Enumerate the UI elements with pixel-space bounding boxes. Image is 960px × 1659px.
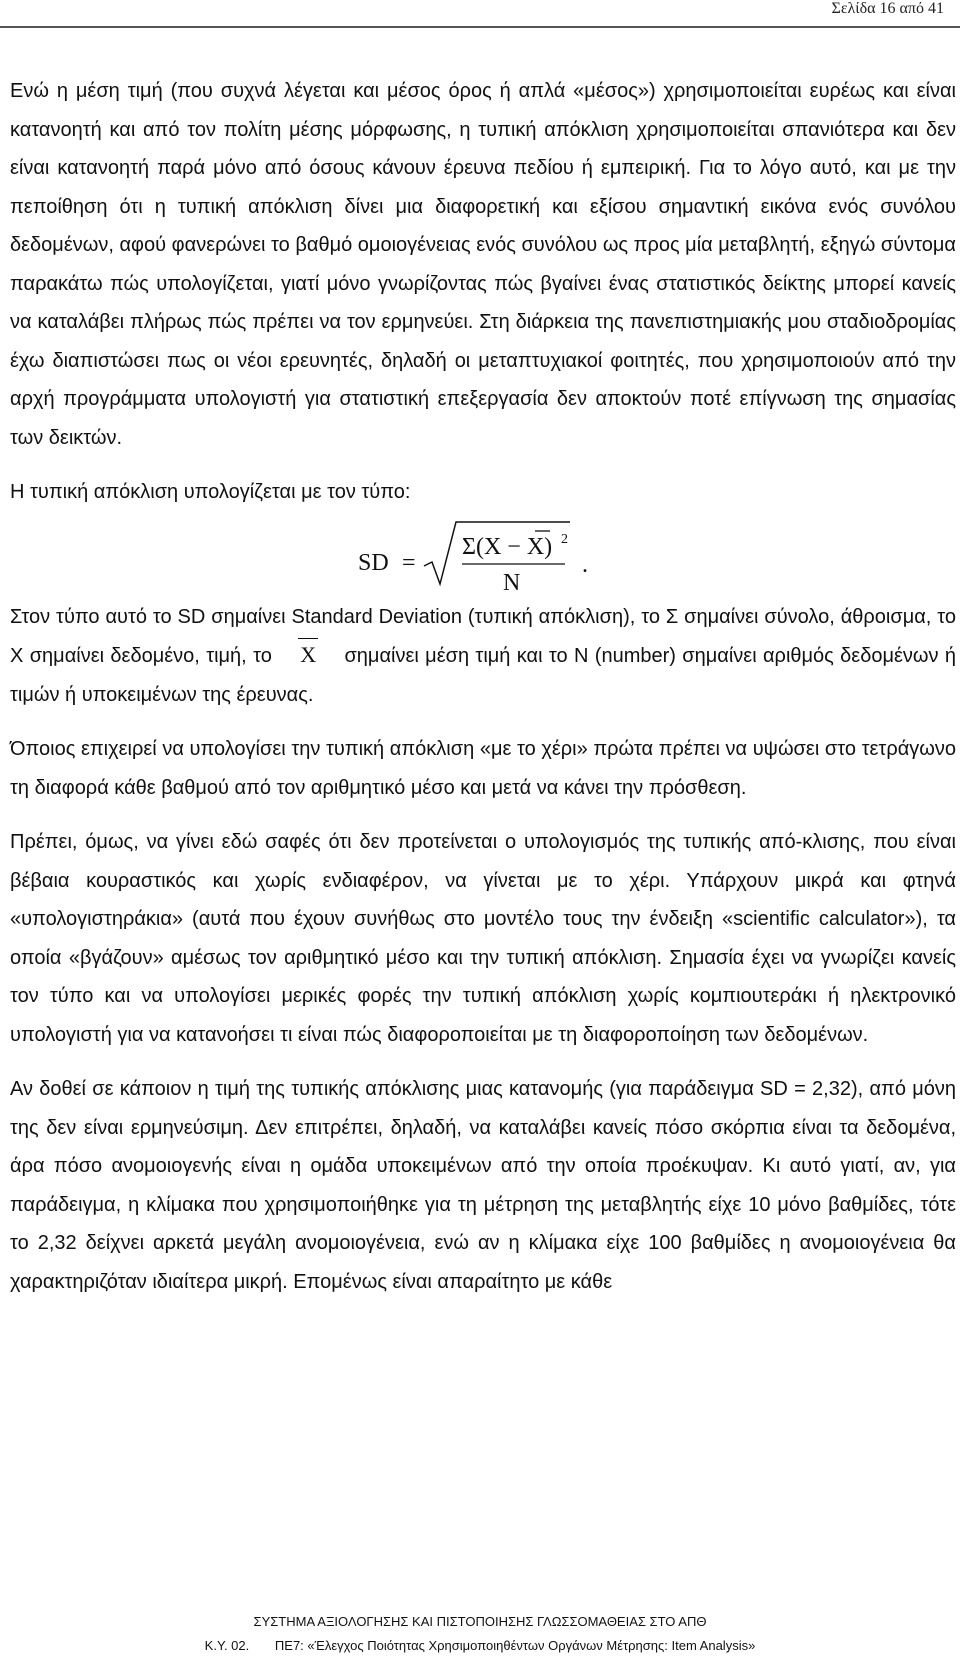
footer-course: [0, 1638, 960, 1653]
footer-institution: ΣΥΣΤΗΜΑ ΑΞΙΟΛΟΓΗΣΗΣ ΚΑΙ ΠΙΣΤΟΠΟΙΗΣΗΣ ΓΛΩΣΣΟΜΑΘΕΙΑΣ ΣΤΟ ΑΠΘ: [253, 1614, 707, 1629]
document-body: [10, 72, 956, 1301]
paragraph-formula-explanation: [10, 598, 956, 715]
mean-symbol: X: [296, 636, 320, 675]
formula-equals: =: [402, 549, 416, 576]
formula-lhs: SD: [358, 549, 389, 576]
footer-title: ΠΕ7: «Έλεγχος Ποιότητας Χρησιμοποιηθέντων Οργάνων Μέτρησης: Item Analysis»: [274, 1638, 756, 1653]
footer-code: Κ.Υ. 02.: [204, 1638, 250, 1653]
paragraph-manual-calculation: Όποιος επιχειρεί να υπολογίσει την τυπική απόκλιση «με το χέρι» πρώτα πρέπει να υψώσει στο τετράγωνο τη διαφορά κάθε βαθμού από τον αριθμητικό μέσο και μετά να κάνει την πρόσθεση.: [10, 738, 956, 799]
paragraph-calculator: Πρέπει, όμως, να γίνει εδώ σαφές ότι δεν προτείνεται ο υπολογισμός της τυπικής από-κλισης, που είναι βέβαια κουραστικός και χωρίς ενδιαφέρον, να γίνεται με το χέρι. Υπάρχουν μικρά και φτηνά «υπολογιστηράκια» (αυτά που έχουν συνήθως στο μοντέλο τους την ένδειξη «scientific calculator»), τα οποία «βγάζουν» αμέσως τον αριθμητικό μέσο και την τυπική απόκλιση. Σημασία έχει να γνωρίζει κανείς τον τύπο και να υπολογίσει μερικές φορές την τυπική απόκλιση χωρίς κομπιουτεράκι ή ηλεκτρονικό υπολογιστή για να κατανοήσει τι είναι πώς διαφοροποιείται με τη διαφοροποίηση των δεδομένων.: [10, 831, 956, 1046]
formula-denominator: N: [503, 569, 521, 596]
paragraph-intro: Ενώ η μέση τιμή (που συχνά λέγεται και μέσος όρος ή απλά «μέσος») χρησιμοποιείται ευρέως και είναι κατανοητή και από τον πολίτη μέσης μόρφωσης, η τυπική απόκλιση χρησιμοποιείται σπανιότερα και δεν είναι κατανοητή παρά μόνο από όσους κάνουν έρευνα πεδίου ή εμπειρική. Για το λόγο αυτό, και με την πεποίθηση ότι η τυπική απόκλιση δίνει μια διαφορετική και εξίσου σημαντική εικόνα ενός συνόλου δεδομένων, αφού φανερώνει το βαθμό ομοιογένειας ενός συνόλου ως προς μία μεταβλητή, εξηγώ σύντομα παρακάτω πώς υπολογίζεται, γιατί μόνο γνωρίζοντας πώς βγαίνει ένας στατιστικός δείκτης μπορεί κανείς να καταλάβει πλήρως πώς πρέπει να τον ερμηνεύει. Στη διάρκεια της πανεπιστημιακής μου σταδιοδρομίας έχω διαπιστώσει πως οι νέοι ερευνητές, δηλαδή οι μεταπτυχιακοί φοιτητές, που χρησιμοποιούν από την αρχή προγράμματα υπολογιστή για στατιστική επεξεργασία δεν αποκτούν ποτέ επίγνωση της σημασίας των δεικτών.: [10, 80, 956, 449]
formula-exponent: 2: [561, 531, 568, 547]
sd-formula: [10, 512, 956, 598]
sd-formula-svg: [10, 512, 610, 598]
explanation-part-b: σημαίνει μέση τιμή και το N (number) σημαίνει αριθμός δεδομένων ή τιμών ή υποκειμένων της έρευνας.: [10, 645, 956, 706]
formula-numerator: Σ(X − X): [462, 533, 553, 560]
page-number-header: Σελίδα 16 από 41: [831, 0, 944, 17]
formula-terminal: .: [582, 551, 588, 578]
explanation-part-a: Στον τύπο αυτό το SD σημαίνει Standard Deviation (τυπική απόκλιση), το Σ σημαίνει σύνολο, άθροισμα, το X σημαίνει δεδομένο, τιμή, το: [10, 605, 956, 667]
header-rule: [0, 26, 960, 28]
paragraph-interpretation: Αν δοθεί σε κάποιον η τιμή της τυπικής απόκλισης μιας κατανομής (για παράδειγμα SD = 2,32), από μόνη της δεν είναι ερμηνεύσιμη. Δεν επιτρέπει, δηλαδή, να καταλάβει κανείς πόσο σκόρπια είναι τα δεδομένα, άρα πόσο ανομοιογενής είναι η ομάδα υποκειμένων από την οποία προέκυψαν. Κι αυτό γιατί, αν, για παράδειγμα, η κλίμακα που χρησιμοποιήθηκε για τη μέτρηση της μεταβλητής είχε 10 μόνο βαθμίδες, τότε το 2,32 δείχνει αρκετά μεγάλη ανομοιογένεια, ενώ αν η κλίμακα είχε 100 βαθμίδες η ανομοιογένεια θα χαρακτηριζόταν ιδιαίτερα μικρή. Επομένως είναι απαραίτητο με κάθε: [10, 1078, 956, 1293]
paragraph-formula-intro: Η τυπική απόκλιση υπολογίζεται με τον τύπο:: [10, 481, 411, 503]
